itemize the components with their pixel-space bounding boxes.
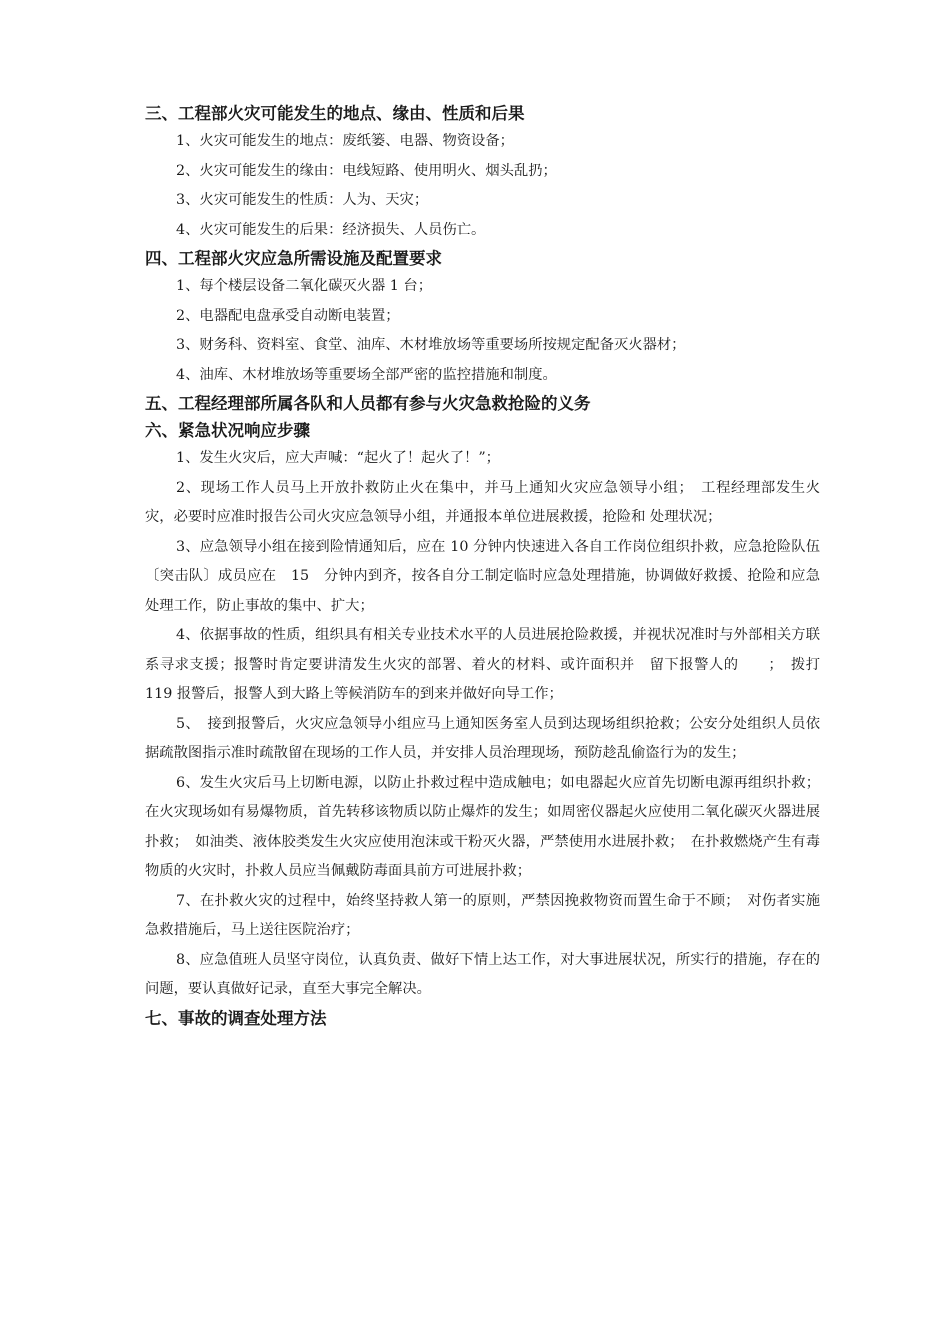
section-3-item: 1、火灾可能发生的地点：废纸篓、电器、物资设备；: [176, 133, 514, 149]
section-6-paragraph: 6、发生火灾后马上切断电源，以防止扑救过程中造成触电；如电器起火应首先切断电源再组织扑救；在火灾现场如有易爆物质，首先转移该物质以防止爆炸的发生；如周密仪器起火应使用二氧化碳灭火器进展扑救； 如油类、液体胶类发生火灾应使用泡沫或干粉灭火器，严禁使用水进展扑救； 在扑救燃烧产生有毒物质的火灾时，扑救人员应当佩戴防毒面具前方可进展扑救；: [145, 774, 820, 879]
section-3-item: 2、火灾可能发生的缘由：电线短路、使用明火、烟头乱扔；: [176, 162, 557, 179]
section-3-item: 4、火灾可能发生的后果：经济损失、人员伤亡。: [176, 221, 486, 238]
section-4-item: 4、油库、木材堆放场等重要场全部严密的监控措施和制度。: [176, 366, 557, 383]
section-3-heading: 三、工程部火灾可能发生的地点、缘由、性质和后果: [145, 104, 525, 123]
section-6-paragraph: 8、应急值班人员坚守岗位，认真负责、做好下情上达工作，对大事进展状况，所实行的措施，存在的问题，要认真做好记录，直至大事完全解决。: [145, 951, 820, 997]
section-6-paragraph: 2、现场工作人员马上开放扑救防止火在集中，并马上通知火灾应急领导小组； 工程经理部发生火灾，必要时应准时报告公司火灾应急领导小组，并通报本单位进展救援，抢险和 处理状况；: [145, 479, 820, 525]
section-4-item: 2、电器配电盘承受自动断电装置；: [176, 307, 400, 324]
section-7-heading: 七、事故的调查处理方法: [145, 1008, 327, 1028]
section-6-paragraph: 5、 接到报警后，火灾应急领导小组应马上通知医务室人员到达现场组织抢救；公安分处组织人员依据疏散图指示准时疏散留在现场的工作人员，并安排人员治理现场，预防趁乱偷盗行为的发生；: [145, 715, 820, 761]
section-6-paragraph: 1、发生火灾后，应大声喊：“起火了！起火了！”；: [176, 450, 500, 466]
section-3-item: 3、火灾可能发生的性质：人为、天灾；: [176, 192, 429, 208]
section-5-heading: 五、工程经理部所属各队和人员都有参与火灾急救抢险的义务: [145, 394, 591, 413]
section-4-item: 3、财务科、资料室、食堂、油库、木材堆放场等重要场所按规定配备灭火器材；: [176, 337, 686, 353]
section-6-paragraph: 4、依据事故的性质，组织具有相关专业技术水平的人员进展抢险救援，并视状况准时与外部相关方联系寻求支援；报警时肯定要讲清发生火灾的部署、着火的材料、或许面积并 留下报警人的 ； 拨打 119 报警后，报警人到大路上等候消防车的到来并做好向导工作；: [145, 627, 835, 702]
document-body: [145, 100, 835, 1032]
section-4-heading: 四、工程部火灾应急所需设施及配置要求: [145, 249, 442, 268]
section-4-item: 1、每个楼层设备二氧化碳灭火器 1 台；: [176, 278, 433, 294]
section-6-heading: 六、紧急状况响应步骤: [145, 421, 310, 440]
section-6-paragraph: 3、应急领导小组在接到险情通知后，应在 10 分钟内快速进入各自工作岗位组织扑救，应急抢险队伍〔突击队〕成员应在 15 分钟内到齐，按各自分工制定临时应急处理措施，协调做好救援、抢险和应急处理工作，防止事故的集中、扩大；: [145, 538, 820, 614]
section-6-paragraph: 7、在扑救火灾的过程中，始终坚持救人第一的原则，严禁因挽救物资而置生命于不顾； 对伤者实施急救措施后，马上送往医院治疗；: [145, 892, 820, 938]
